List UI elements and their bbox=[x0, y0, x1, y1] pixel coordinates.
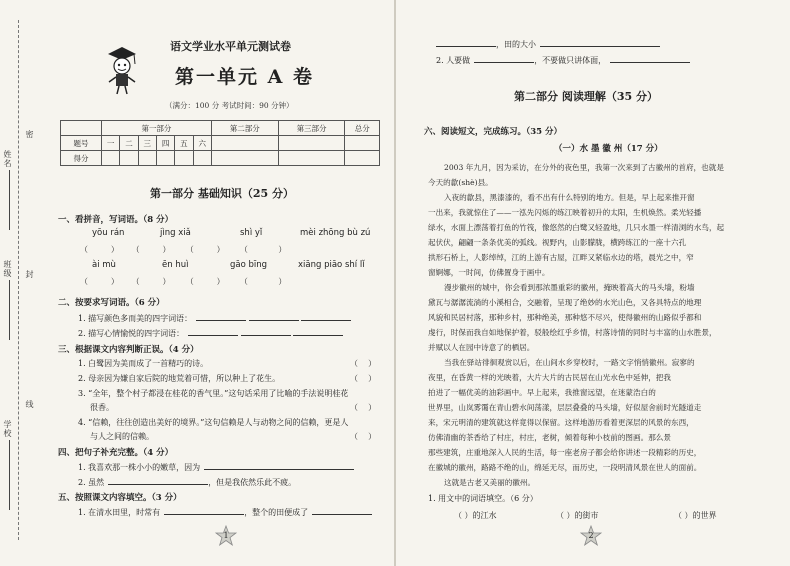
score-header-part2: 第二部分 bbox=[211, 121, 278, 136]
score-header-total: 总分 bbox=[345, 121, 380, 136]
judge-box-4[interactable]: （ ） bbox=[350, 432, 377, 441]
graduate-mascot-icon bbox=[104, 44, 140, 96]
passage-line-16: 拍进了一幅优美的油彩画中。早上起来，我推窗远望，在迷蒙浩白的 bbox=[428, 388, 656, 397]
pinyin-8: xiāng piāo shí lǐ bbox=[298, 260, 365, 270]
passage-line-19: 仿佛清幽的茶香给了村庄，村庄，老树，倾着每种小枝前的图画。那么景 bbox=[428, 433, 671, 442]
fill-item-1[interactable]: （ ）的江水 bbox=[454, 511, 497, 520]
pinyin-3: shì yǐ bbox=[240, 228, 263, 238]
q3-item-1: 1. 白鹭因为美而成了一首精巧的诗。 bbox=[78, 359, 209, 368]
passage-line-15: 夜里，在昏黄一样的光映着，大片大片的古民居在山光水色中延伸，把我 bbox=[428, 373, 671, 382]
q4-heading: 四、把句子补充完整。（4 分） bbox=[58, 448, 174, 458]
passage-line-12: 虔行，时保而我自如地保护着，驳般绘红乎乡情，村落诗情的同时与丰富的山水胜景， bbox=[428, 328, 717, 337]
continued-line-1: ，田的大小 bbox=[436, 38, 660, 50]
sidebar-name-label: 姓名 bbox=[3, 150, 12, 168]
q3-item-3-cont: 很香。 bbox=[90, 403, 114, 412]
q2-heading: 二、按要求写词语。（6 分） bbox=[58, 298, 165, 308]
pinyin-1: yōu rán bbox=[92, 228, 125, 238]
score-cell-6: 六 bbox=[193, 136, 211, 151]
answer-box-row2[interactable]: （ ） （ ） （ ） （ ） bbox=[80, 277, 287, 286]
q3-item-4-cont: 与人之间的信赖。 bbox=[90, 432, 154, 441]
fill-item-3[interactable]: （ ）的世界 bbox=[674, 511, 717, 520]
q2-item-1: 1. 描写颜色多而美的四字词语： bbox=[78, 312, 351, 324]
page-number-star bbox=[215, 525, 237, 547]
page-number-star-right bbox=[580, 525, 602, 547]
score-row-label-score: 得分 bbox=[61, 151, 102, 166]
score-cell-3: 三 bbox=[138, 136, 156, 151]
fill-item-2[interactable]: （ ）的街市 bbox=[556, 511, 599, 520]
exam-meta: （满分：100 分 考试时间：90 分钟） bbox=[165, 101, 294, 110]
q5-heading: 五、按照课文内容填空。（3 分） bbox=[58, 493, 182, 503]
passage-title: （一）水 墨 徽 州（17 分） bbox=[554, 144, 663, 154]
sidebar-school-label: 学校 bbox=[3, 420, 12, 438]
score-header-part3: 第三部分 bbox=[278, 121, 345, 136]
seal-char-mi: 密 bbox=[25, 130, 34, 139]
score-cell-4: 四 bbox=[156, 136, 174, 151]
passage-line-13: 并赋以人在园中诗意了的栖居。 bbox=[428, 343, 535, 352]
seal-char-feng: 封 bbox=[25, 270, 34, 279]
passage-line-7: 拱形石桥上，人影绰绰，江的上游有古屋，江畔又紧临水边的塔，晨光之中，窄 bbox=[428, 253, 694, 262]
class-blank bbox=[9, 280, 10, 340]
part1-title: 第一部分 基础知识（25 分） bbox=[150, 187, 294, 200]
q5-item-1: 1. 在清水田里，时常有 ，整个的田便成了 bbox=[78, 506, 372, 518]
score-cell-1: 一 bbox=[102, 136, 120, 151]
q3-heading: 三、根据课文内容判断正误。（4 分） bbox=[58, 345, 199, 355]
pinyin-6: ēn huì bbox=[162, 260, 189, 270]
page-number-right: 2 bbox=[588, 531, 594, 540]
school-blank bbox=[9, 440, 10, 510]
score-row-label-number: 题号 bbox=[61, 136, 102, 151]
passage-line-4: 一出来，我就惊住了——一泓先闪烁的练江映着初升的太阳，生机焕然。柔光轻播 bbox=[428, 208, 702, 217]
pinyin-5: ài mù bbox=[92, 260, 116, 270]
q6-item-1: 1. 用文中的词语填空。（6 分） bbox=[428, 494, 538, 503]
q4-item-1: 1. 我喜欢那一株小小的嫩草，因为 bbox=[78, 461, 354, 473]
page-number-left: 1 bbox=[223, 531, 229, 540]
passage-line-14: 当我在驿站徘徊观赏以后，在山间水乡穿校时，一路文字悄悄徽州。寂寥的 bbox=[444, 358, 695, 367]
judge-box-2[interactable]: （ ） bbox=[350, 374, 377, 383]
part2-title: 第二部分 阅读理解（35 分） bbox=[514, 90, 658, 103]
passage-line-11: 风貌和民居村落，那种乡村，那种绝美，那种悠不尽兴，使得徽州的山路似乎都和 bbox=[428, 313, 702, 322]
seal-char-xian: 线 bbox=[25, 400, 34, 409]
score-cell-5: 五 bbox=[175, 136, 193, 151]
unit-title: 第一单元 A 卷 bbox=[175, 66, 314, 88]
pinyin-2: jìng xiǎ bbox=[160, 228, 191, 238]
passage-line-17: 世界里，山岚雾霭在青山碧水间荡漾，层层叠叠的马头墙，好似屋舍前时光隧道走 bbox=[428, 403, 702, 412]
q3-item-2: 2. 母亲因为嫌自家后院的地荒着可惜，所以种上了花生。 bbox=[78, 374, 281, 383]
right-page bbox=[396, 0, 790, 566]
q1-heading: 一、看拼音，写词语。（8 分） bbox=[58, 215, 174, 225]
q3-item-4: 4. “信赖，往往创造出美好的境界。”这句信赖是人与动物之间的信赖，更是人 bbox=[78, 418, 349, 427]
pinyin-7: gāo bīng bbox=[230, 260, 268, 270]
q2-item-2: 2. 描写心情愉悦的四字词语： bbox=[78, 327, 343, 339]
q3-item-3: 3. “全年，整个村子都浸在桂花的香气里。”这句话采用了比喻的手法说明桂花 bbox=[78, 389, 349, 398]
score-cell-2: 二 bbox=[120, 136, 138, 151]
seal-line bbox=[18, 20, 19, 540]
exam-header: 语文学业水平单元测试卷 bbox=[170, 40, 291, 53]
sidebar-class-label: 班级 bbox=[3, 260, 12, 278]
passage-line-5: 绿水，水面上漂荡着打鱼的竹筏，像悠然的白鹭又轻盈地，几只水墨一样清浏的水鸟，起 bbox=[428, 223, 725, 232]
q4-item-2: 2. 虽然 ，但是我依然乐此不疲。 bbox=[78, 478, 297, 487]
passage-line-8: 窗婀娜，一时间，仿佛置身于画中。 bbox=[428, 268, 550, 277]
name-blank bbox=[9, 170, 10, 230]
passage-line-9: 漫步徽州的城中，你会看到那浓墨重彩的徽州，掩映着高大的马头墙，粉墙 bbox=[444, 283, 695, 292]
judge-box-1[interactable]: （ ） bbox=[350, 359, 377, 368]
score-table bbox=[60, 120, 380, 166]
pinyin-4: mèi zhōng bù zú bbox=[300, 228, 371, 238]
continued-line-2: 2. 人要做 ，不要做只讲体面， bbox=[436, 54, 690, 66]
passage-line-18: 来，宋元明清的建筑就这样竟得以保留。这样地游历看着更深层的风景的东西， bbox=[428, 418, 694, 427]
passage-line-20: 那些建筑，庄重地深入人民的生活，每一座老房子都会给你讲述一段精彩的历史， bbox=[428, 448, 702, 457]
passage-line-6: 起伏伏，翩翩一条条优美的弧线。视野内，山影朦胧，横跨练江的一座十六孔 bbox=[428, 238, 687, 247]
judge-box-3[interactable]: （ ） bbox=[350, 403, 377, 412]
passage-line-21: 在徽城的徽州，路路不绝的山，绵延无尽，而历史，一段明清风景在世人的面前。 bbox=[428, 463, 702, 472]
passage-line-2: 今天的歙(shè)县。 bbox=[428, 178, 493, 187]
answer-box-row1[interactable]: （ ） （ ） （ ） （ ） bbox=[80, 245, 287, 254]
score-header-part1: 第一部分 bbox=[102, 121, 212, 136]
passage-end: 这就是古老又美丽的徽州。 bbox=[444, 478, 536, 487]
passage-line-1: 2003 年九月，因为采访，在分外的夜色里，我第一次来到了古徽州的首府，也就是 bbox=[444, 163, 724, 172]
passage-line-10: 黛瓦与潺潺流淌的小溪相合，交融着，呈现了绝妙的水光山色，又各具特点的地理 bbox=[428, 298, 702, 307]
passage-line-3: 入夜的歙县，黑漆漆的，看不出有什么特别的地方。但是，早上起来推开窗 bbox=[444, 193, 695, 202]
q6-heading: 六、阅读短文，完成练习。（35 分） bbox=[424, 127, 563, 137]
left-page bbox=[0, 0, 394, 566]
